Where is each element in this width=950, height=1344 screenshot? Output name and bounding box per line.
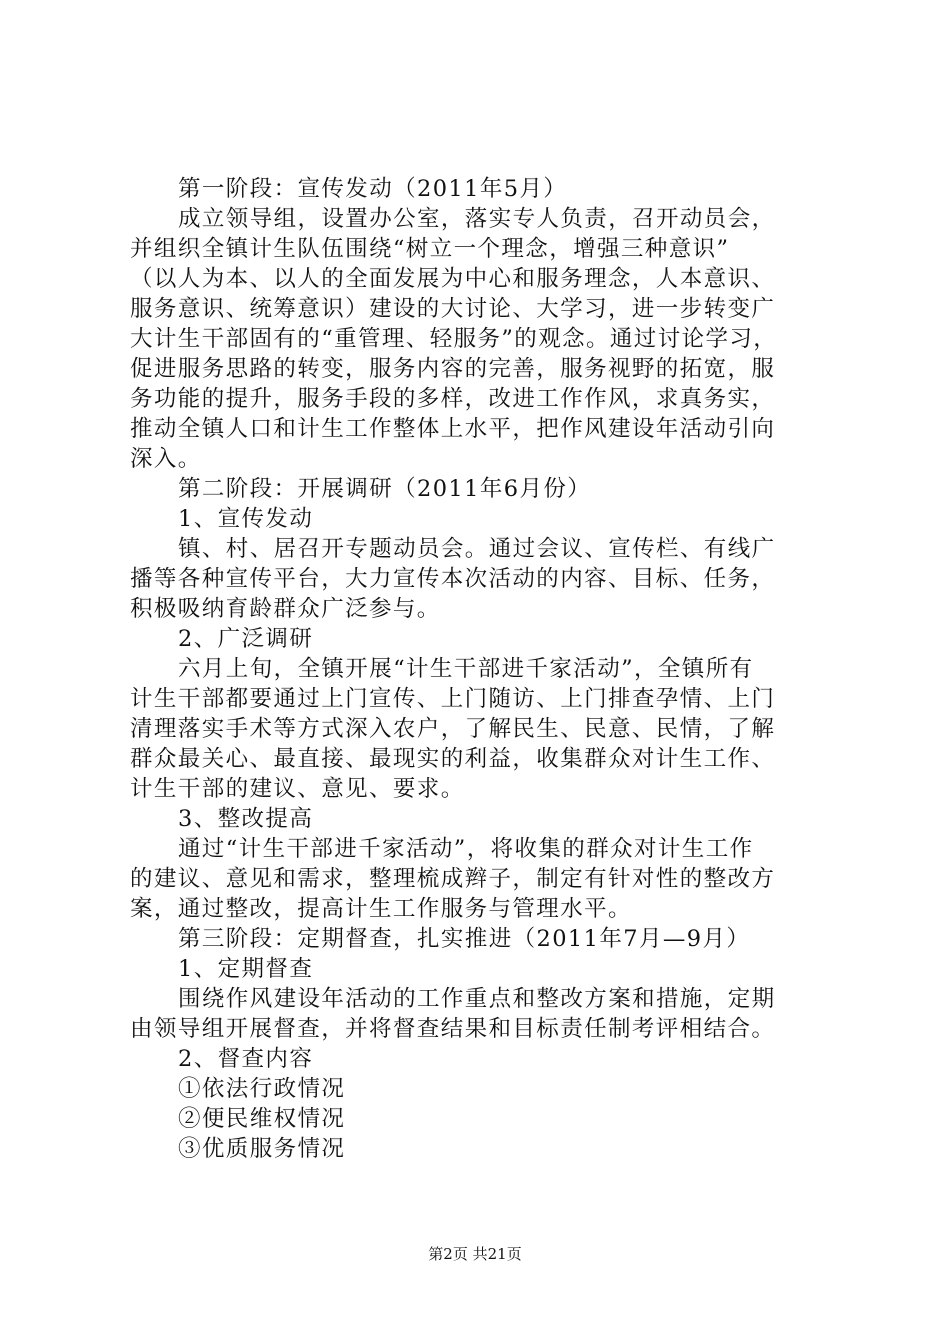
text-line: （以人为本、以人的全面发展为中心和服务理念，人本意识、 xyxy=(130,266,776,292)
text-line: 围绕作风建设年活动的工作重点和整改方案和措施，定期 xyxy=(178,986,776,1012)
text-line: 2、广泛调研 xyxy=(178,626,314,652)
text-line: ②便民维权情况 xyxy=(178,1106,346,1132)
text-line: 第三阶段：定期督查，扎实推进（2011年7月—9月） xyxy=(178,926,751,952)
text-line: 的建议、意见和需求，整理梳成辫子，制定有针对性的整改方 xyxy=(130,866,776,892)
text-line: 务功能的提升，服务手段的多样，改进工作作风，求真务实， xyxy=(130,386,776,412)
text-line: 第二阶段：开展调研（2011年6月份） xyxy=(178,476,592,502)
text-line: 计生干部都要通过上门宣传、上门随访、上门排查孕情、上门 xyxy=(130,686,776,712)
text-line: 案，通过整改，提高计生工作服务与管理水平。 xyxy=(130,896,632,922)
text-line: 2、督查内容 xyxy=(178,1046,314,1072)
text-line: 成立领导组，设置办公室，落实专人负责，召开动员会， xyxy=(178,206,776,232)
text-line: 1、宣传发动 xyxy=(178,506,314,532)
text-line: 深入。 xyxy=(130,446,202,472)
text-line: 播等各种宣传平台，大力宣传本次活动的内容、目标、任务， xyxy=(130,566,776,592)
text-line: 并组织全镇计生队伍围绕“树立一个理念，增强三种意识” xyxy=(130,236,730,262)
text-line: 服务意识、统筹意识）建设的大讨论、大学习，进一步转变广 xyxy=(130,296,776,322)
text-line: 积极吸纳育龄群众广泛参与。 xyxy=(130,596,441,622)
text-line: 3、整改提高 xyxy=(178,806,314,832)
text-line: 推动全镇人口和计生工作整体上水平，把作风建设年活动引向 xyxy=(130,416,776,442)
text-line: 通过“计生干部进千家活动”，将收集的群众对计生工作 xyxy=(178,836,754,862)
page-number-footer: 第2页 共21页 xyxy=(428,1245,522,1263)
text-line: 群众最关心、最直接、最现实的利益，收集群众对计生工作、 xyxy=(130,746,776,772)
text-line: 促进服务思路的转变，服务内容的完善，服务视野的拓宽，服 xyxy=(130,356,776,382)
text-line: 大计生干部固有的“重管理、轻服务”的观念。通过讨论学习， xyxy=(130,326,778,352)
text-line: 由领导组开展督查，并将督查结果和目标责任制考评相结合。 xyxy=(130,1016,776,1042)
text-line: ③优质服务情况 xyxy=(178,1136,346,1162)
text-line: 1、定期督查 xyxy=(178,956,314,982)
text-line: ①依法行政情况 xyxy=(178,1076,346,1102)
text-line: 计生干部的建议、意见、要求。 xyxy=(130,776,465,802)
text-line: 清理落实手术等方式深入农户，了解民生、民意、民情，了解 xyxy=(130,716,776,742)
document-body xyxy=(130,174,830,1164)
text-line: 镇、村、居召开专题动员会。通过会议、宣传栏、有线广 xyxy=(178,536,776,562)
text-line: 第一阶段：宣传发动（2011年5月） xyxy=(178,176,568,202)
text-line: 六月上旬，全镇开展“计生干部进千家活动”，全镇所有 xyxy=(178,656,754,682)
